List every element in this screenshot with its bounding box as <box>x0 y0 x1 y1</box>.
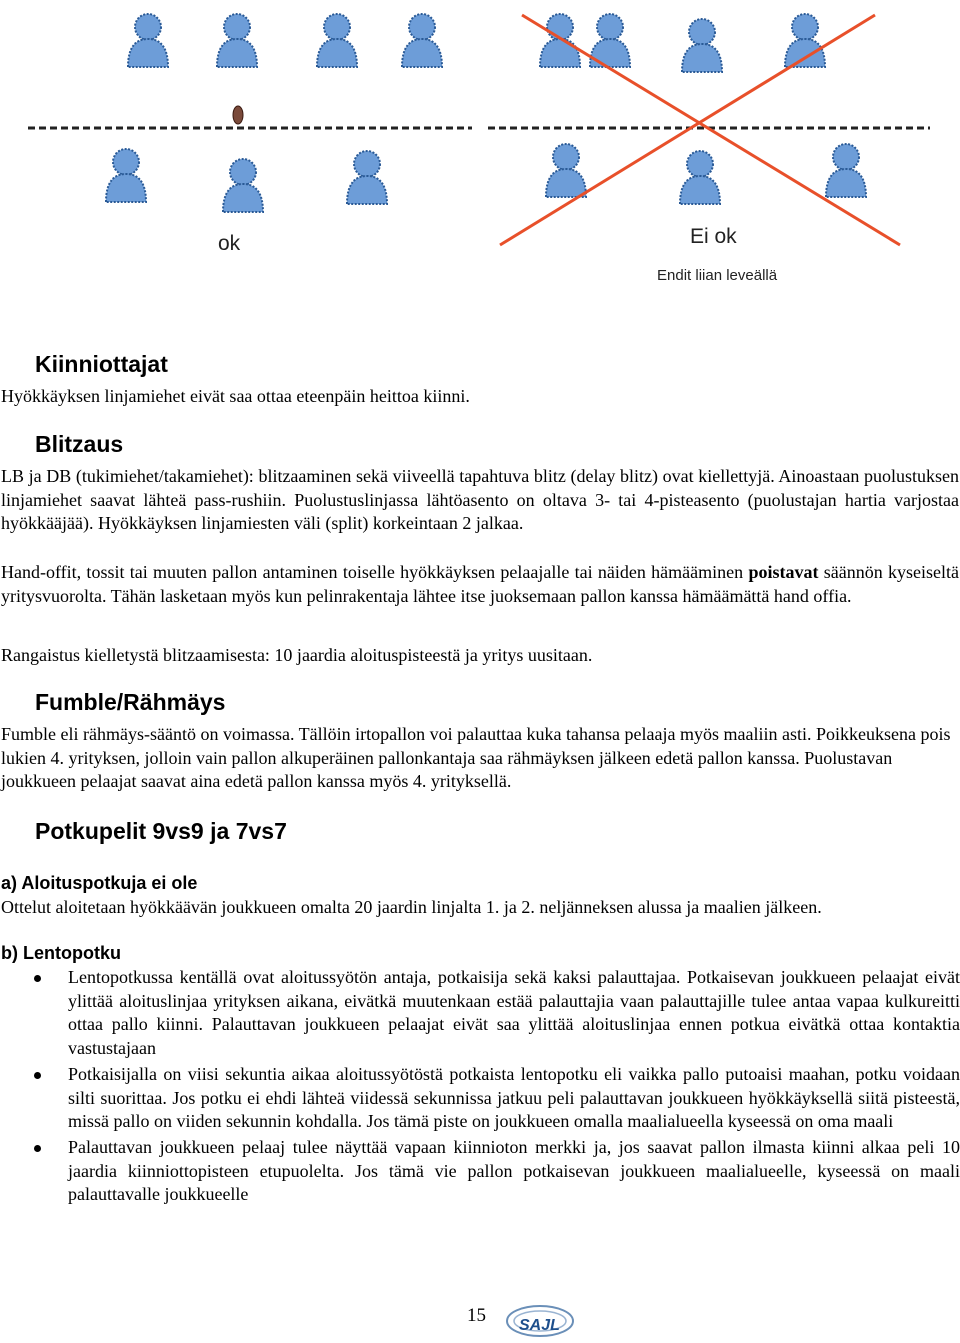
player-icon <box>223 159 263 212</box>
formation-diagram <box>0 0 960 300</box>
ok-caption: ok <box>218 232 241 255</box>
list-item-text: Lentopotkussa kentällä ovat aloitussyötön antaja, potkaisija sekä kaksi palauttajaa. Potkaisevan joukkueen pelaajat eivät ylittää aloituslinjaa yrityksen aikana, eivätkä muutenkaan estää palauttajia vaan palauttajille tulee antaa vapaa kulkureitti ottaa pallo kiinni. Palauttavan joukkueen pelaajat eivät saa ylittää aloituslinjaa ennen potkua eivätkä ottaa kontaktia vastustajaan <box>68 967 960 1059</box>
blitzaus-paragraph-3: Rangaistus kielletystä blitzaamisesta: 10 jaardia aloituspisteestä ja yritys uusitaan. <box>1 645 593 665</box>
player-icon <box>546 144 586 197</box>
page-number: 15 <box>467 1305 486 1326</box>
player-icon <box>128 14 168 67</box>
player-icon <box>217 14 257 67</box>
heading-fumble: Fumble/Rähmäys <box>35 689 226 715</box>
logo-text: SAJL <box>519 1317 560 1334</box>
player-icon <box>106 149 146 202</box>
list-item <box>0 966 960 1061</box>
heading-blitzaus: Blitzaus <box>35 431 124 457</box>
kiinniottajat-text: Hyökkäyksen linjamiehet eivät saa ottaa eteenpäin heittoa kiinni. <box>1 386 470 406</box>
heading-potkupelit: Potkupelit 9vs9 ja 7vs7 <box>35 818 287 844</box>
blitzaus-p2-start: Hand-offit, tossit tai muuten pallon antaminen toiselle hyökkäyksen pelaajalle tai näiden hämääminen <box>1 562 749 582</box>
bullet-icon <box>34 975 41 982</box>
blitzaus-p2-end: säännön kyseiseltä yritysvuorolta. Tähän lasketaan myös kun pelinrakentaja lähtee itse juoksemaan pallon kanssa hämäämättä hand offia. <box>1 562 959 606</box>
subheading-aloituspotku: a) Aloituspotkuja ei ole <box>1 873 198 893</box>
player-icon <box>680 151 720 204</box>
list-item <box>0 1063 960 1134</box>
player-icon <box>402 14 442 67</box>
lentopotku-list <box>0 966 960 1209</box>
list-item-text: Palauttavan joukkueen pelaaj tulee näyttää vapaan kiinnioton merkki ja, jos saavat pallon ilmasta kiinni alkaa peli 10 jaardia kiinniottopisteen etupuolelta. Jos tämä vie pallon potkaisevan joukkueen maalialueelle, kyseessä on maali palauttavalle joukkueelle <box>68 1136 960 1205</box>
blitzaus-paragraph-2 <box>1 561 959 608</box>
player-icon <box>682 19 722 72</box>
player-icon <box>826 144 866 197</box>
endit-note: Endit liian leveällä <box>657 267 778 284</box>
list-item <box>0 1136 960 1207</box>
subheading-lentopotku: b) Lentopotku <box>1 943 121 963</box>
player-icon <box>347 151 387 204</box>
ball-icon <box>233 106 243 124</box>
bullet-icon <box>34 1072 41 1079</box>
bullet-icon <box>34 1145 41 1152</box>
player-icon <box>540 14 580 67</box>
heading-kiinniottajat: Kiinniottajat <box>35 351 168 377</box>
aloituspotku-text: Ottelut aloitetaan hyökkäävän joukkueen omalta 20 jaardin linjalta 1. ja 2. neljänneksen alussa ja maalien jälkeen. <box>1 897 822 917</box>
sajl-logo <box>505 1303 575 1339</box>
player-icon <box>317 14 357 67</box>
fumble-text: Fumble eli rähmäys-sääntö on voimassa. Tällöin irtopallon voi palauttaa kuka tahansa pelaaja myös maaliin asti. Poikkeuksena pois lukien 4. yrityksen, jolloin vain pallon alkuperäinen pallonkantaja saa rähmäyksen jälkeen edetä pallon kanssa. Puolustavan joukkueen pelaajat saavat aina edetä pallon kanssa myös 4. yrityksellä. <box>1 724 951 792</box>
formation-illustration <box>0 0 960 300</box>
list-item-text: Potkaisijalla on viisi sekuntia aikaa aloitussyötöstä potkaista lentopotku eli vaikka pallo putoaisi maahan, potku voidaan silti suorittaa. Jos potku ei ehdi lähteä viidessä sekunnissa jatkuu peli palauttavan joukkueen hyökkäyksellä siitä pisteestä, missä pallo on viiden sekunnin kohdalla. Jos tämä piste on joukkueen omalla maalialueella kyseessä on oma maali <box>68 1063 960 1132</box>
blitzaus-p2-bold: poistavat <box>748 562 819 582</box>
ei-ok-caption: Ei ok <box>690 225 737 248</box>
blitzaus-paragraph-1: LB ja DB (tukimiehet/takamiehet): blitzaaminen sekä viiveellä tapahtuva blitz (delay blitz) ovat kiellettyjä. Ainoastaan puolustuksen linjamiehet saavat lähteä pass-rushiin. Puolustuslinjassa lähtöasento on oltava 3- tai 4-pisteasento (puolustajan hartia varjostaa hyökkääjää). Hyökkäyksen linjamiesten väli (split) korkeintaan 2 jalkaa. <box>1 466 959 534</box>
